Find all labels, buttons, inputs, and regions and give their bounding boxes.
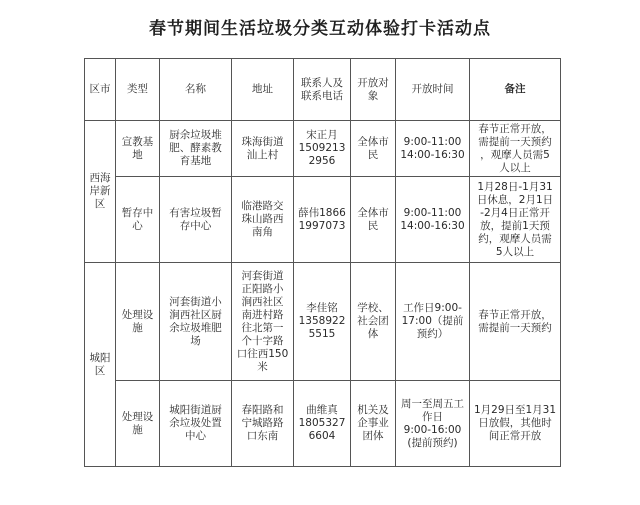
contact-cell: 宋正月 1509213 2956 <box>294 121 351 177</box>
hours-cell: 9:00-11:00 14:00-16:30 <box>396 121 470 177</box>
name-cell: 城阳街道厨 余垃圾处置 中心 <box>160 381 232 467</box>
name-cell: 河套街道小 涧西社区厨 余垃圾堆肥 场 <box>160 263 232 381</box>
page-title: 春节期间生活垃圾分类互动体验打卡活动点 <box>149 19 491 39</box>
contact-cell: 李佳铭 1358922 5515 <box>294 263 351 381</box>
header-contact: 联系人及 联系电话 <box>294 59 351 121</box>
header-audience: 开放对 象 <box>351 59 396 121</box>
type-cell: 处理设 施 <box>116 381 160 467</box>
table-row <box>85 263 561 381</box>
address-cell: 珠海街道 汕上村 <box>232 121 294 177</box>
header-hours: 开放时间 <box>396 59 470 121</box>
header-type: 类型 <box>116 59 160 121</box>
audience-cell: 全体市 民 <box>351 177 396 263</box>
hours-cell: 工作日9:00- 17:00（提前 预约） <box>396 263 470 381</box>
table-row <box>85 121 561 177</box>
audience-cell: 全体市 民 <box>351 121 396 177</box>
note-cell: 春节正常开放， 需提前一天预约 ，观摩人员需5 人以上 <box>470 121 561 177</box>
contact-cell: 薛伟1866 1997073 <box>294 177 351 263</box>
address-cell: 临港路交 珠山路西 南角 <box>232 177 294 263</box>
district-cell: 城阳 区 <box>85 263 116 467</box>
hours-cell: 9:00-11:00 14:00-16:30 <box>396 177 470 263</box>
contact-cell: 曲维真 1805327 6604 <box>294 381 351 467</box>
activity-table <box>84 58 561 467</box>
header-address: 地址 <box>232 59 294 121</box>
note-cell: 1月28日-1月31 日休息，2月1日 -2月4日正常开 放，提前1天预 约，观摩人员需 5人以上 <box>470 177 561 263</box>
audience-cell: 机关及 企事业 团体 <box>351 381 396 467</box>
address-cell: 河套街道 正阳路小 涧西社区 南进村路 往北第一 个十字路 口往西150 米 <box>232 263 294 381</box>
name-cell: 有害垃圾暂 存中心 <box>160 177 232 263</box>
header-name: 名称 <box>160 59 232 121</box>
table-row <box>85 177 561 263</box>
type-cell: 暂存中 心 <box>116 177 160 263</box>
type-cell: 宣教基 地 <box>116 121 160 177</box>
note-cell: 春节正常开放， 需提前一天预约 <box>470 263 561 381</box>
header-note: 备注 <box>470 59 561 121</box>
table-row <box>85 381 561 467</box>
type-cell: 处理设 施 <box>116 263 160 381</box>
district-cell: 西海 岸新 区 <box>85 121 116 263</box>
audience-cell: 学校、 社会团 体 <box>351 263 396 381</box>
address-cell: 春阳路和 宁城路路 口东南 <box>232 381 294 467</box>
header-district: 区市 <box>85 59 116 121</box>
table-header-row <box>85 59 561 121</box>
name-cell: 厨余垃圾堆 肥、酵素教 育基地 <box>160 121 232 177</box>
note-cell: 1月29日至1月31 日放假，其他时 间正常开放 <box>470 381 561 467</box>
hours-cell: 周一至周五工 作日 9:00-16:00 (提前预约) <box>396 381 470 467</box>
